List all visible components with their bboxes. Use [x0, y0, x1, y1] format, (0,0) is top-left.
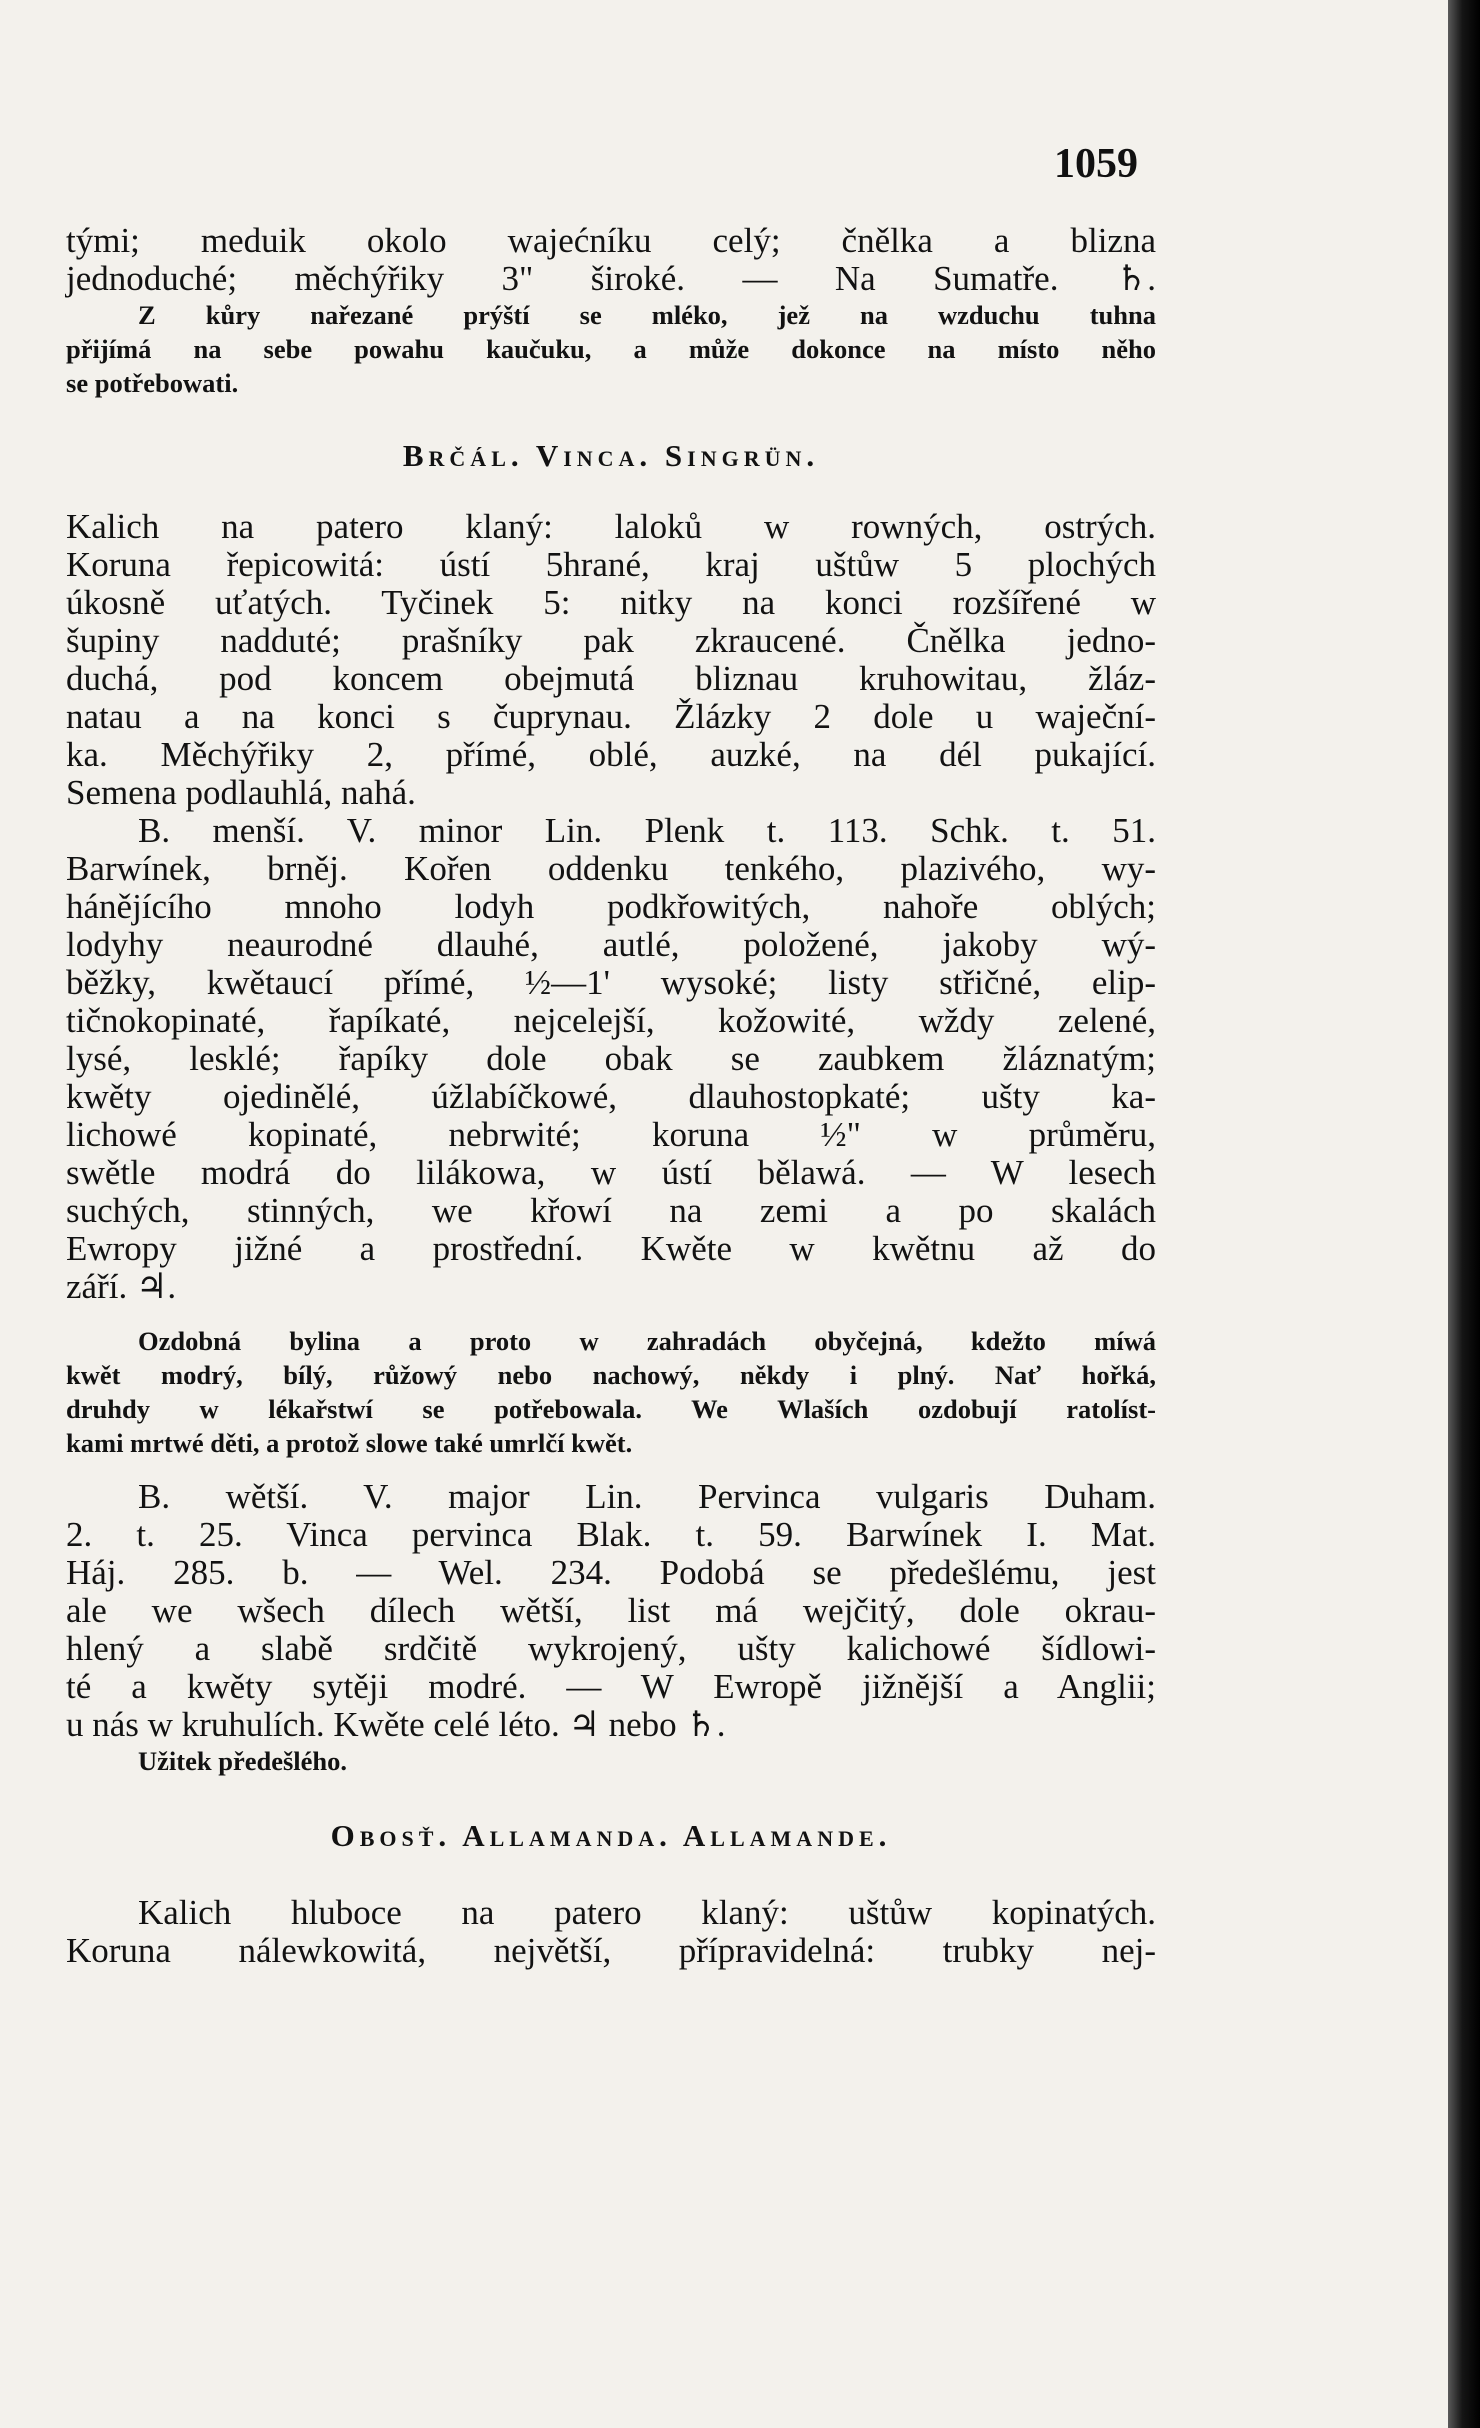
text-line: Ewropy jižné a prostřední. Kwěte w kwětnu až do	[66, 1229, 1156, 1268]
species-line: B. wětší. V. major Lin. Pervinca vulgaris Duham.	[138, 1477, 1156, 1516]
note-line: Užitek předešlého.	[138, 1746, 348, 1776]
note-line: druhdy w lékařstwí se potřebowala. We Wlaších ozdobují ratolíst-	[66, 1394, 1156, 1424]
text-line: Koruna nálewkowitá, největší, přípravidelná: trubky nej-	[66, 1931, 1156, 1970]
text-line: lichowé kopinaté, nebrwité; koruna ½" w průměru,	[66, 1115, 1156, 1154]
page-edge-shadow	[1448, 0, 1480, 2428]
species-line: B. menší. V. minor Lin. Plenk t. 113. Schk. t. 51.	[138, 811, 1156, 850]
genus-heading-allamanda: Obosť. Allamanda. Allamande.	[330, 1818, 892, 1853]
note-line: kami mrtwé děti, a protož slowe také umrlčí kwět.	[66, 1428, 633, 1458]
text-line: kwěty ojedinělé, úžlabíčkowé, dlauhostopkaté; ušty ka-	[66, 1077, 1156, 1116]
note-line: Z kůry nařezané prýští se mléko, jež na wzduchu tuhna	[138, 300, 1156, 330]
note-line: kwět modrý, bílý, růžowý nebo nachowý, někdy i plný. Nať hořká,	[66, 1360, 1156, 1390]
page-text	[66, 222, 1156, 1970]
text-line: lodyhy neaurodné dlauhé, autlé, položené, jakoby wý-	[66, 925, 1156, 964]
text-line: tičnokopinaté, řapíkaté, nejcelejší, kožowité, wždy zelené,	[66, 1001, 1156, 1040]
text-line: 2. t. 25. Vinca pervinca Blak. t. 59. Barwínek I. Mat.	[66, 1515, 1156, 1554]
text-line: Semena podlauhlá, nahá.	[66, 773, 416, 812]
paragraph-2	[66, 508, 1156, 1306]
note-line: se potřebowati.	[66, 368, 239, 398]
note-3	[66, 1744, 1156, 1778]
text-line: úkosně uťatých. Tyčinek 5: nitky na konci rozšířené w	[66, 583, 1156, 622]
note-1	[66, 298, 1156, 400]
text-line: swětle modrá do lilákowa, w ústí bělawá. — W lesech	[66, 1153, 1156, 1192]
text-line: ka. Měchýřiky 2, přímé, oblé, auzké, na dél pukající.	[66, 735, 1156, 774]
note-line: přijímá na sebe powahu kaučuku, a může dokonce na místo něho	[66, 334, 1156, 364]
text-line: Barwínek, brněj. Kořen oddenku tenkého, plazivého, wy-	[66, 849, 1156, 888]
text-line: Koruna řepicowitá: ústí 5hrané, kraj uštůw 5 plochých	[66, 545, 1156, 584]
text-line: Kalich hluboce na patero klaný: uštůw kopinatých.	[138, 1893, 1156, 1932]
text-line: ale we wšech dílech wětší, list má wejčitý, dole okrau-	[66, 1591, 1156, 1630]
text-line: tými; meduik okolo wajećníku celý; čnělka a blizna	[66, 221, 1156, 260]
text-line: jednoduché; měchýřiky 3" široké. — Na Sumatře. ♄.	[66, 259, 1156, 298]
text-line: Kalich na patero klaný: laloků w rowných, ostrých.	[66, 507, 1156, 546]
text-line: září. ♃.	[66, 1267, 177, 1306]
text-line: u nás w kruhulích. Kwěte celé léto. ♃ nebo ♄.	[66, 1705, 726, 1744]
text-line: suchých, stinných, we křowí na zemi a po skalách	[66, 1191, 1156, 1230]
text-line: natau a na konci s čuprynau. Žlázky 2 dole u waječní-	[66, 697, 1156, 736]
note-2	[66, 1324, 1156, 1460]
text-line: šupiny nadduté; prašníky pak zkraucené. Čnělka jedno-	[66, 621, 1156, 660]
paragraph-3	[66, 1478, 1156, 1744]
text-line: hánějícího mnoho lodyh podkřowitých, nahoře oblých;	[66, 887, 1156, 926]
page-number: 1059	[1054, 141, 1138, 187]
text-line: duchá, pod koncem obejmutá bliznau kruhowitau, žláz-	[66, 659, 1156, 698]
paragraph-4	[66, 1894, 1156, 1970]
text-line: běžky, kwětaucí přímé, ½—1' wysoké; listy střičné, elip-	[66, 963, 1156, 1002]
text-line: Háj. 285. b. — Wel. 234. Podobá se předešlému, jest	[66, 1553, 1156, 1592]
genus-heading-vinca: Brčál. Vinca. Singrün.	[402, 438, 820, 473]
note-line: Ozdobná bylina a proto w zahradách obyčejná, kdežto míwá	[138, 1326, 1156, 1356]
text-line: lysé, lesklé; řapíky dole obak se zaubkem žláznatým;	[66, 1039, 1156, 1078]
paragraph-1	[66, 222, 1156, 298]
text-line: hlený a slabě srdčitě wykrojený, ušty kalichowé šídlowi-	[66, 1629, 1156, 1668]
text-line: té a kwěty sytěji modré. — W Ewropě jižnější a Anglii;	[66, 1667, 1156, 1706]
